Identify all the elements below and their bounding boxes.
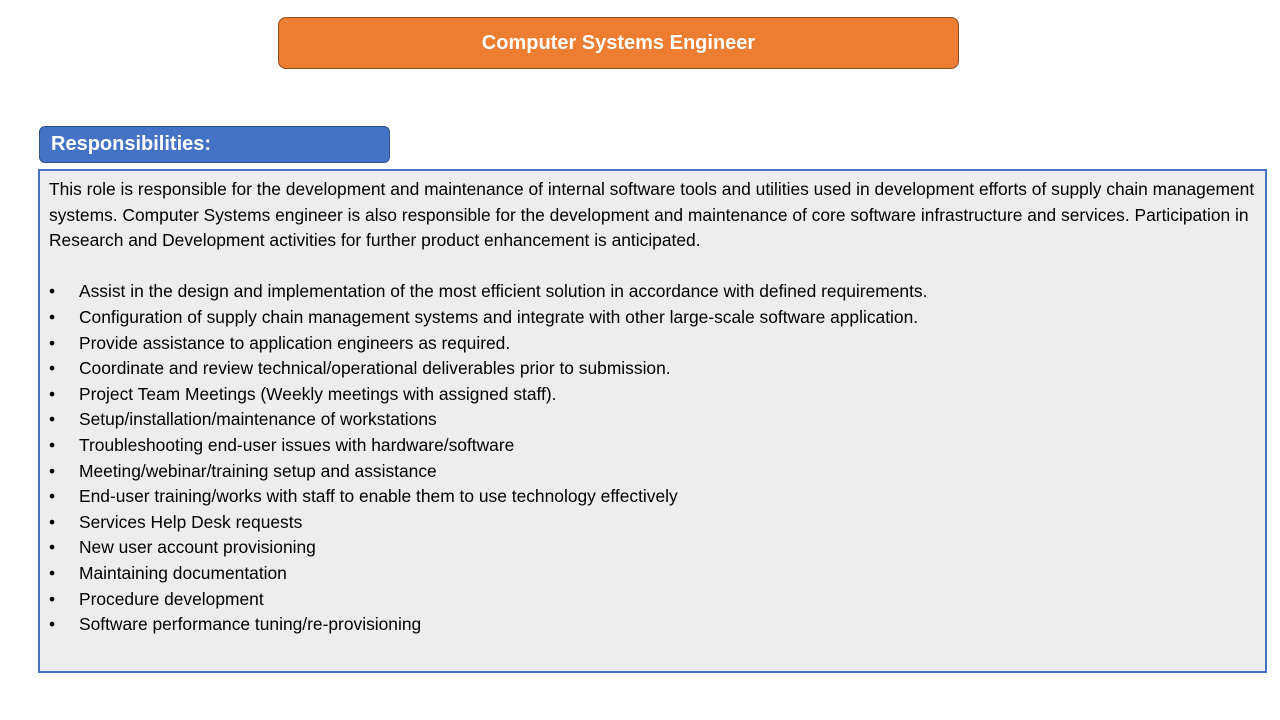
bullet-icon: • [49, 281, 56, 302]
list-item [49, 279, 1255, 305]
list-item [49, 561, 1255, 587]
intro-paragraph: This role is responsible for the development and maintenance of internal software tools and utilities used in development efforts of supply chain management systems. Computer Systems engineer is also responsible for the development and maintenance of core software infrastructure and services. Participation in Research and Development activities for further product enhancement is anticipated. [49, 179, 1255, 251]
list-item-text: Assist in the design and implementation of the most efficient solution in accordance with defined requirements. [79, 281, 928, 302]
list-item [49, 433, 1255, 459]
bullet-icon: • [49, 332, 56, 353]
list-item-text: Procedure development [79, 588, 264, 609]
bullet-icon: • [49, 409, 56, 430]
list-item [49, 535, 1255, 561]
list-item-text: Maintaining documentation [79, 562, 287, 583]
bullet-icon: • [49, 358, 56, 379]
bullet-icon: • [49, 511, 56, 532]
list-item [49, 484, 1255, 510]
list-item-text: Setup/installation/maintenance of workstations [79, 409, 437, 430]
list-item [49, 331, 1255, 357]
list-item-text: Configuration of supply chain management systems and integrate with other large-scale software application. [79, 306, 919, 327]
bullet-icon: • [49, 460, 56, 481]
bullet-icon: • [49, 486, 56, 507]
title-banner [278, 17, 959, 69]
bullet-icon: • [49, 614, 56, 635]
list-item-text: Provide assistance to application engineers as required. [79, 332, 511, 353]
bullet-icon: • [49, 537, 56, 558]
bullet-icon: • [49, 562, 56, 583]
list-item-text: End-user training/works with staff to enable them to use technology effectively [79, 486, 678, 507]
list-item [49, 612, 1255, 638]
section-header [39, 126, 390, 163]
list-item-text: Project Team Meetings (Weekly meetings with assigned staff). [79, 383, 557, 404]
list-item [49, 510, 1255, 536]
bullet-icon: • [49, 383, 56, 404]
list-item-text: Meeting/webinar/training setup and assistance [79, 460, 437, 481]
responsibilities-box [38, 169, 1267, 673]
bullet-icon: • [49, 588, 56, 609]
list-item [49, 459, 1255, 485]
section-header-label: Responsibilities: [51, 133, 212, 155]
list-item [49, 382, 1255, 408]
list-item-text: Services Help Desk requests [79, 511, 303, 532]
page-title: Computer Systems Engineer [481, 31, 756, 54]
list-item-text: Troubleshooting end-user issues with hardware/software [79, 434, 515, 455]
bullet-icon: • [49, 434, 56, 455]
list-item [49, 407, 1255, 433]
responsibilities-list [49, 279, 1255, 637]
list-item-text: New user account provisioning [79, 537, 316, 558]
list-item-text: Coordinate and review technical/operational deliverables prior to submission. [79, 358, 671, 379]
list-item-text: Software performance tuning/re-provisioning [79, 614, 422, 635]
bullet-icon: • [49, 306, 56, 327]
list-item [49, 587, 1255, 613]
list-item [49, 305, 1255, 331]
list-item [49, 356, 1255, 382]
